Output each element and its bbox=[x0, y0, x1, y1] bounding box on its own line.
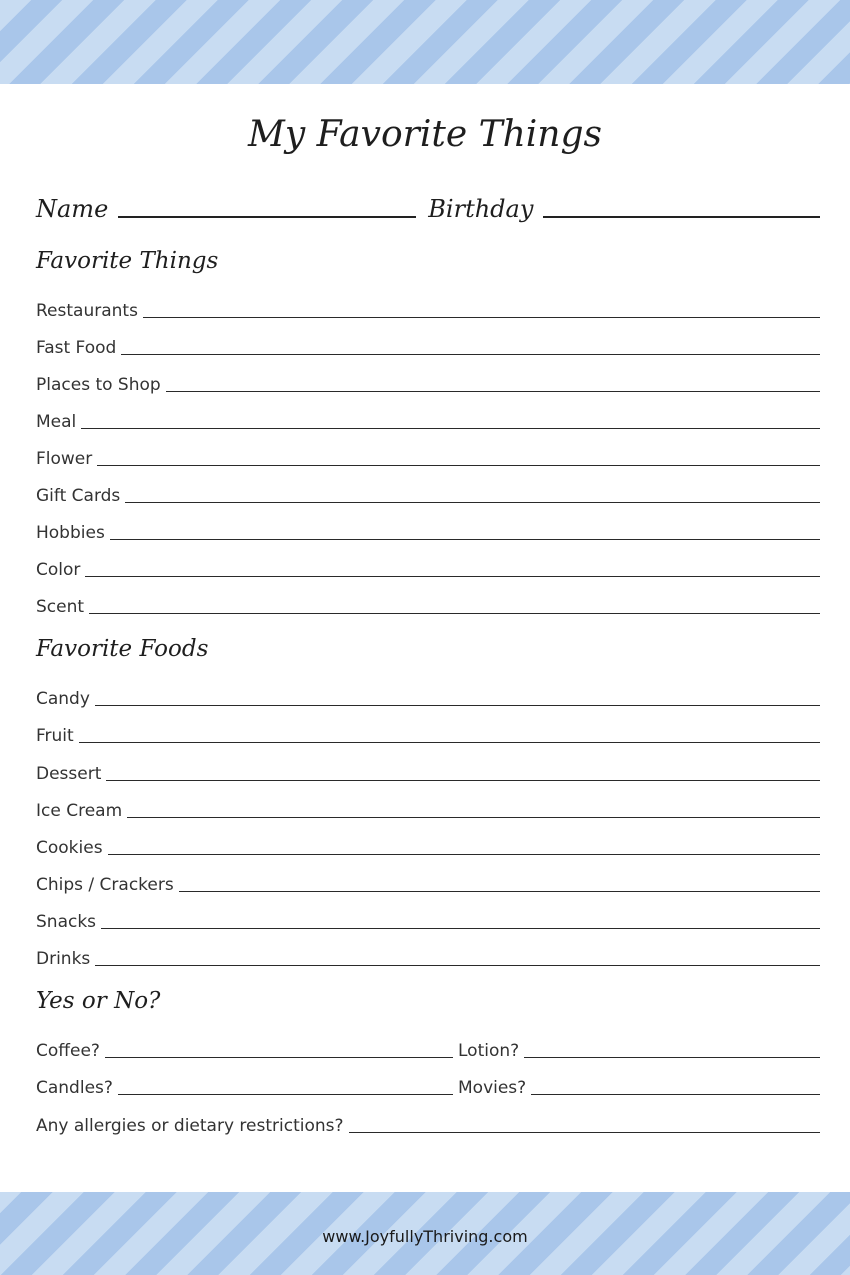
field-label: Hobbies bbox=[36, 523, 105, 543]
field-label: Color bbox=[36, 560, 81, 580]
fill-row-dessert bbox=[36, 759, 820, 783]
coffee-pair bbox=[36, 1043, 453, 1060]
fill-row-drinks bbox=[36, 944, 820, 968]
candles-label: Candles? bbox=[36, 1078, 113, 1098]
allergies-field[interactable] bbox=[349, 1132, 820, 1133]
fill-row-scent bbox=[36, 592, 820, 616]
name-label: Name bbox=[36, 195, 109, 223]
fill-row-gift-cards bbox=[36, 481, 820, 505]
birthday-label: Birthday bbox=[428, 195, 534, 223]
field-label: Fast Food bbox=[36, 338, 117, 358]
scent-field[interactable] bbox=[89, 613, 820, 614]
cookies-field[interactable] bbox=[108, 854, 820, 855]
favorite-things-heading: Favorite Things bbox=[36, 248, 219, 274]
birthday-field[interactable] bbox=[543, 216, 820, 218]
name-birthday-row bbox=[36, 191, 820, 221]
field-label: Drinks bbox=[36, 949, 91, 969]
field-label: Meal bbox=[36, 412, 77, 432]
movies-field[interactable] bbox=[531, 1094, 820, 1095]
footer-website: www.JoyfullyThriving.com bbox=[322, 1227, 528, 1246]
movies-label: Movies? bbox=[458, 1078, 527, 1098]
field-label: Snacks bbox=[36, 912, 97, 932]
candles-field[interactable] bbox=[118, 1094, 453, 1095]
candles-pair bbox=[36, 1080, 453, 1097]
coffee-field[interactable] bbox=[105, 1057, 453, 1058]
fill-row-hobbies bbox=[36, 518, 820, 542]
fill-row-chips-crackers bbox=[36, 870, 820, 894]
snacks-field[interactable] bbox=[101, 928, 820, 929]
color-field[interactable] bbox=[85, 576, 820, 577]
fill-row-allergies bbox=[36, 1111, 820, 1135]
chips-crackers-field[interactable] bbox=[179, 891, 820, 892]
flower-field[interactable] bbox=[97, 465, 820, 466]
field-label: Ice Cream bbox=[36, 801, 123, 821]
restaurants-field[interactable] bbox=[143, 317, 820, 318]
name-field[interactable] bbox=[118, 216, 416, 218]
fill-row-color bbox=[36, 555, 820, 579]
fill-row-cookies bbox=[36, 833, 820, 857]
meal-field[interactable] bbox=[81, 428, 820, 429]
favorite-foods-heading: Favorite Foods bbox=[36, 636, 209, 662]
fill-row-fast-food bbox=[36, 333, 820, 357]
field-label: Dessert bbox=[36, 764, 102, 784]
field-label: Scent bbox=[36, 597, 85, 617]
fill-row-coffee-lotion bbox=[36, 1036, 820, 1060]
yes-or-no-heading: Yes or No? bbox=[36, 988, 161, 1014]
fruit-field[interactable] bbox=[79, 742, 820, 743]
field-label: Chips / Crackers bbox=[36, 875, 174, 895]
lotion-field[interactable] bbox=[524, 1057, 820, 1058]
field-label: Fruit bbox=[36, 726, 74, 746]
field-label: Gift Cards bbox=[36, 486, 121, 506]
drinks-field[interactable] bbox=[95, 965, 820, 966]
ice-cream-field[interactable] bbox=[127, 817, 820, 818]
worksheet-sheet bbox=[0, 84, 850, 1192]
hobbies-field[interactable] bbox=[110, 539, 820, 540]
fill-row-meal bbox=[36, 407, 820, 431]
allergies-label: Any allergies or dietary restrictions? bbox=[36, 1116, 344, 1136]
fill-row-fruit bbox=[36, 721, 820, 745]
fast-food-field[interactable] bbox=[121, 354, 820, 355]
candy-field[interactable] bbox=[95, 705, 820, 706]
field-label: Flower bbox=[36, 449, 93, 469]
fill-row-ice-cream bbox=[36, 796, 820, 820]
places-to-shop-field[interactable] bbox=[166, 391, 820, 392]
fill-row-candles-movies bbox=[36, 1073, 820, 1097]
lotion-label: Lotion? bbox=[458, 1041, 520, 1061]
lotion-pair bbox=[458, 1043, 820, 1060]
field-label: Candy bbox=[36, 689, 90, 709]
coffee-label: Coffee? bbox=[36, 1041, 100, 1061]
fill-row-restaurants bbox=[36, 296, 820, 320]
fill-row-snacks bbox=[36, 907, 820, 931]
dessert-field[interactable] bbox=[106, 780, 820, 781]
page-title: My Favorite Things bbox=[247, 114, 602, 155]
movies-pair bbox=[458, 1080, 820, 1097]
field-label: Restaurants bbox=[36, 301, 138, 321]
field-label: Cookies bbox=[36, 838, 103, 858]
fill-row-places-to-shop bbox=[36, 370, 820, 394]
field-label: Places to Shop bbox=[36, 375, 161, 395]
gift-cards-field[interactable] bbox=[125, 502, 820, 503]
fill-row-candy bbox=[36, 684, 820, 708]
fill-row-flower bbox=[36, 444, 820, 468]
